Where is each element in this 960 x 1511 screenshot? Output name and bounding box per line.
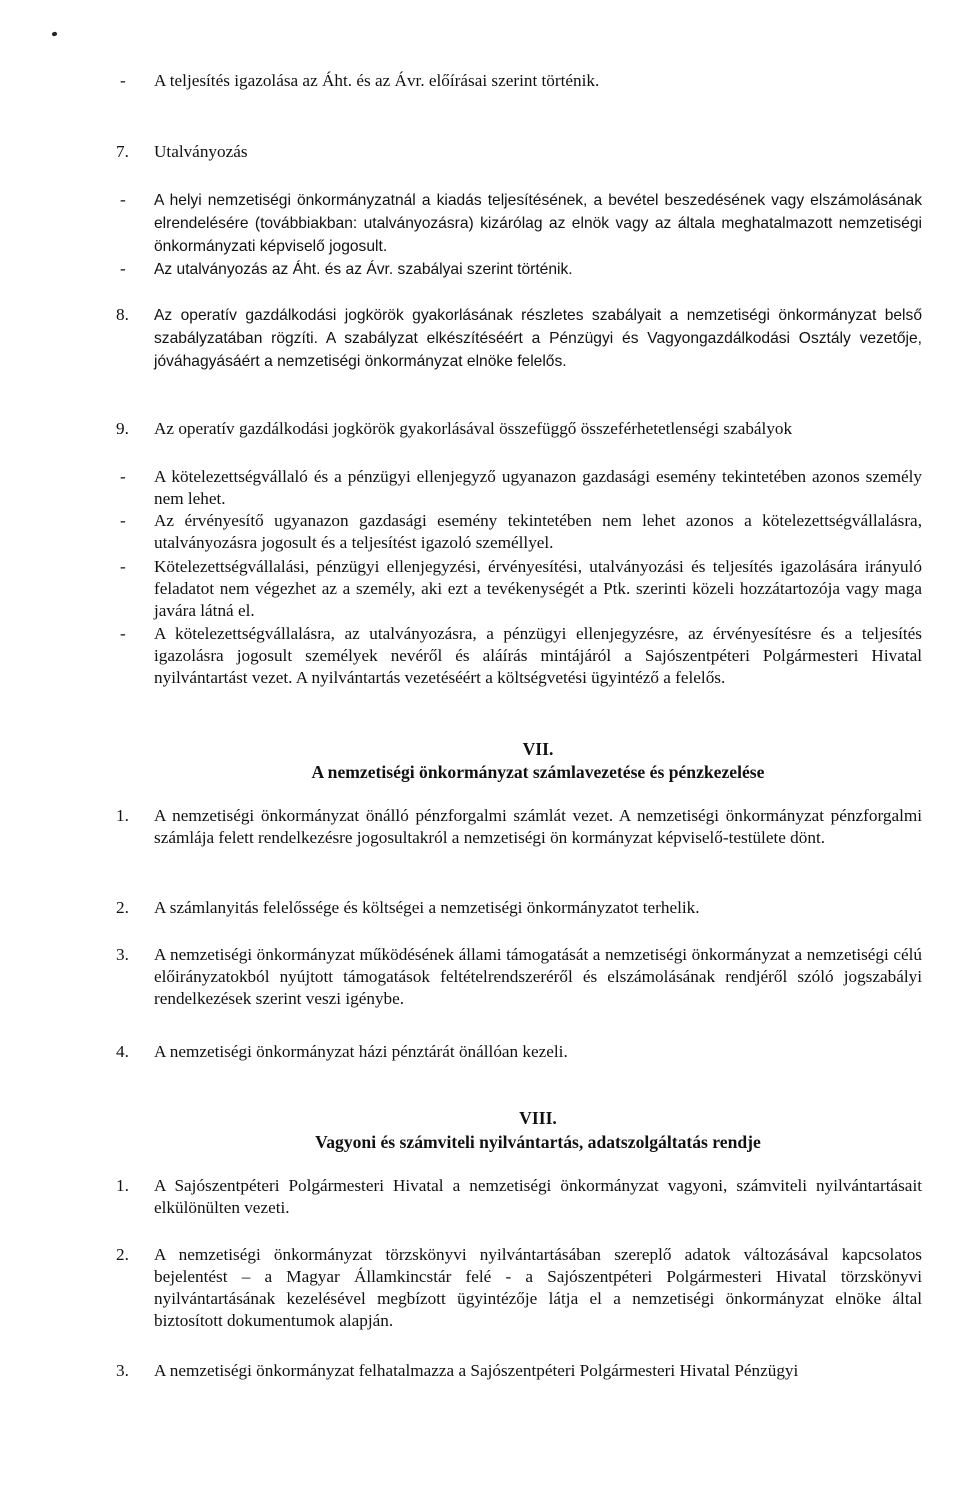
paragraph-text: A nemzetiségi önkormányzat házi pénztárát önállóan kezeli.	[154, 1042, 568, 1061]
bullet-dash: -	[120, 557, 126, 576]
list-item	[116, 1244, 922, 1332]
section-title: A nemzetiségi önkormányzat számlavezetése és pénzkezelése	[311, 762, 765, 782]
list-item	[116, 304, 922, 373]
paragraph-text: A nemzetiségi önkormányzat működésének állami támogatását a nemzetiségi önkormányzat a nemzetiségi célú előirányzatokból nyújtott támogatások feltételrendszeréről és elszámolásának rendjéről szóló jogszabályi rendelkezések szerint veszi igénybe.	[154, 945, 922, 1008]
list-item	[116, 805, 922, 849]
paragraph-text: A helyi nemzetiségi önkormányzatnál a kiadás teljesítésének, a bevétel beszedésének vagy elszámolásának elrendelésére (továbbiakban: utalványozásra) kizárólag az elnök vagy az általa meghatalmazott nemzetiségi önkormányzati képviselő jogosult.	[154, 192, 922, 255]
paragraph-text: Az operatív gazdálkodási jogkörök gyakorlásának részletes szabályait a nemzetiségi önkormányzat belső szabályzatában rögzíti. A szabályzat elkészítéséért a Pénzügyi és Vagyongazdálkodási Osztály vezetője, jóváhagyásáért a nemzetiségi önkormányzat elnöke felelős.	[154, 307, 922, 370]
paragraph-text: A nemzetiségi önkormányzat felhatalmazza a Sajószentpéteri Polgármesteri Hivatal Pénzügyi	[154, 1361, 799, 1380]
item-number: 7.	[116, 142, 129, 161]
paragraph-text: A nemzetiségi önkormányzat önálló pénzforgalmi számlát vezet. A nemzetiségi önkormányzat pénzforgalmi számlája felett rendelkezésre jogosultakról a nemzetiségi ön kormányzat képviselő-testülete dönt.	[154, 806, 922, 847]
list-item	[120, 189, 922, 258]
section-title: Vagyoni és számviteli nyilvántartás, adatszolgáltatás rendje	[315, 1132, 761, 1152]
list-item	[116, 418, 922, 440]
paragraph-text: A nemzetiségi önkormányzat törzskönyvi nyilvántartásában szereplő adatok változásával kapcsolatos bejelentést – a Magyar Államkincstár felé - a Sajószentpéteri Polgármesteri Hivatal törzskönyvi nyilvántartásának kezelésével megbízott ügyintézője látja el a nemzetiségi önkormányzat elnöke által biztosított dokumentumok alapján.	[154, 1245, 922, 1330]
list-item	[120, 466, 922, 510]
list-item	[120, 623, 922, 689]
paragraph-text: A Sajószentpéteri Polgármesteri Hivatal a nemzetiségi önkormányzat vagyoni, számviteli nyilvántartásait elkülönülten vezeti.	[154, 1176, 922, 1217]
section-number: VII.	[522, 739, 554, 759]
list-item	[116, 1175, 922, 1219]
item-number: 2.	[116, 1245, 129, 1264]
paragraph-text: A számlanyitás felelőssége és költségei a nemzetiségi önkormányzatot terhelik.	[154, 898, 700, 917]
paragraph-text: Az érvényesítő ugyanazon gazdasági esemény tekintetében nem lehet azonos a kötelezettségvállalásra, utalványozásra jogosult és a teljesítést igazoló személlyel.	[154, 511, 922, 552]
paragraph-text: Az operatív gazdálkodási jogkörök gyakorlásával összefüggő összeférhetetlenségi szabályok	[154, 419, 793, 438]
paragraph-text: A teljesítés igazolása az Áht. és az Ávr. előírásai szerint történik.	[154, 71, 600, 90]
item-number: 9.	[116, 419, 129, 438]
list-item	[116, 1041, 922, 1063]
item-number: 2.	[116, 898, 129, 917]
item-number: 1.	[116, 806, 129, 825]
list-item	[120, 556, 922, 622]
item-number: 3.	[116, 1361, 129, 1380]
item-number: 8.	[116, 305, 129, 324]
item-number: 1.	[116, 1176, 129, 1195]
paragraph-text: A kötelezettségvállaló és a pénzügyi ellenjegyző ugyanazon gazdasági esemény tekintetében azonos személy nem lehet.	[154, 467, 922, 508]
list-item	[116, 944, 922, 1010]
item-number: 4.	[116, 1042, 129, 1061]
list-item	[120, 258, 922, 281]
list-item	[116, 897, 922, 919]
scan-speck	[51, 31, 57, 36]
paragraph-text: Az utalványozás az Áht. és az Ávr. szabályai szerint történik.	[154, 261, 573, 278]
bullet-dash: -	[120, 467, 126, 486]
bullet-dash: -	[120, 511, 126, 530]
list-item	[120, 70, 922, 92]
bullet-dash: -	[120, 259, 126, 278]
paragraph-text: Kötelezettségvállalási, pénzügyi ellenjegyzési, érvényesítési, utalványozási és teljesítés igazolására irányuló feladatot nem végezhet az a személy, aki ezt a tevékenységét a Ptk. szerinti közeli hozzátartozója vagy maga javára látná el.	[154, 557, 922, 620]
paragraph-text: A kötelezettségvállalásra, az utalványozásra, a pénzügyi ellenjegyzésre, az érvényesítésre és a teljesítés igazolásra jogosult személyek nevéről és aláírás mintájáról a Sajószentpéteri Polgármesteri Hivatal nyilvántartást vezet. A nyilvántartás vezetéséért a költségvetési ügyintéző a felelős.	[154, 624, 922, 687]
item-number: 3.	[116, 945, 129, 964]
bullet-dash: -	[120, 190, 126, 209]
bullet-dash: -	[120, 71, 126, 90]
subsection-title: Utalványozás	[154, 142, 248, 161]
list-item	[116, 141, 922, 163]
list-item	[120, 510, 922, 554]
list-item	[116, 1360, 922, 1382]
bullet-dash: -	[120, 624, 126, 643]
section-number: VIII.	[519, 1108, 557, 1128]
